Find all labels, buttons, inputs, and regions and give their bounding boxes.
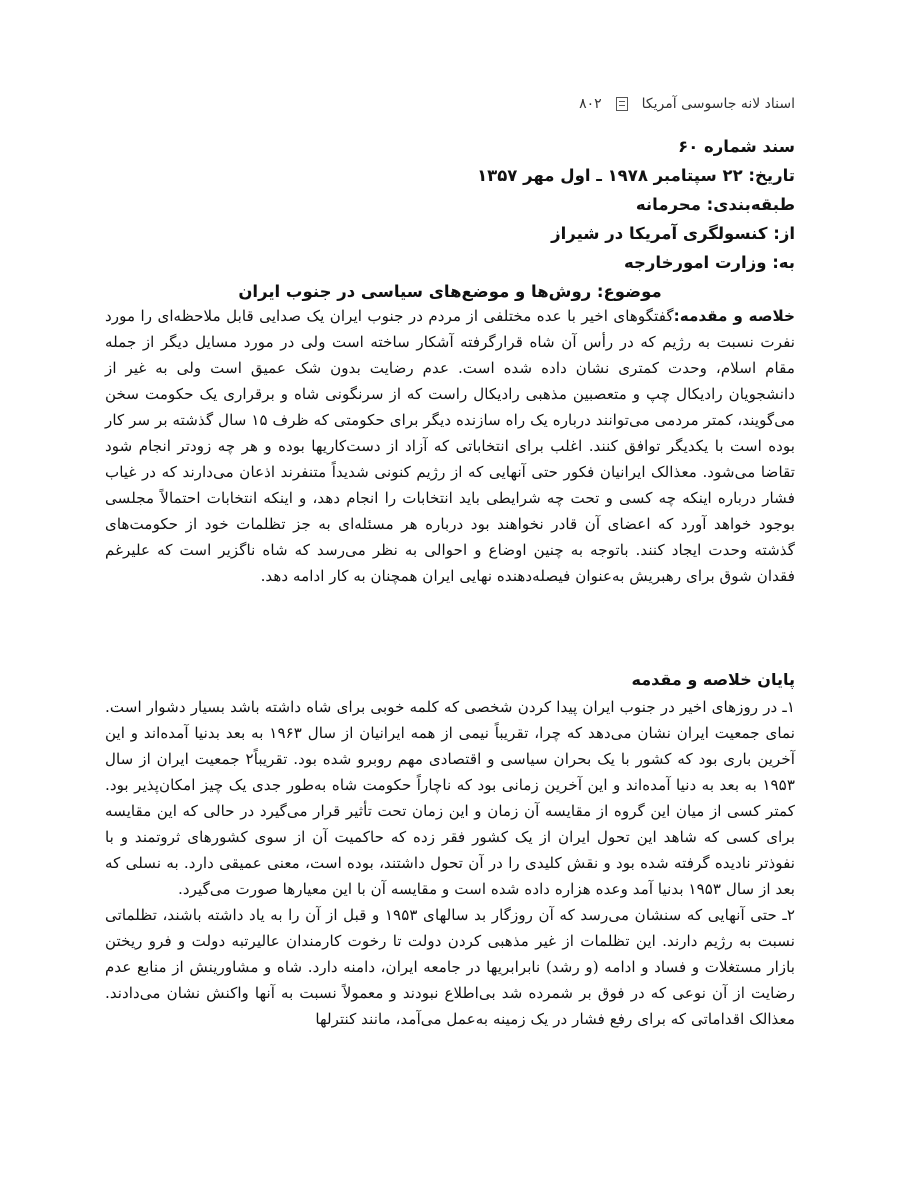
summary-lead: خلاصه و مقدمه:: [673, 307, 795, 325]
section-title: پایان خلاصه و مقدمه: [631, 670, 795, 689]
doc-from: از: کنسولگری آمریکا در شیراز: [551, 224, 795, 243]
page-number: ۸۰۲: [579, 96, 602, 112]
summary-text: گفتگوهای اخیر با عده مختلفی از مردم در جنوب ایران یک صدایی قابل ملاحظه‌ای را مورد نفرت نسبت به رژیم که در رأس آن شاه قرارگرفته آشکار ساخته است ولی در مورد مسایل دیگر از جمله مقام اسلام، وحدت کمتری نشان داده شده است. عدم رضایت بدون شک عمیق است ولی به غیر از دانشجویان رادیکال چپ و متعصبین مذهبی رادیکال راست که از سرنگونی شاه و برقراری یک حکومت سخن می‌گویند، کمتر مردمی می‌توانند درباره یک راه سازنده دیگر برای حکومتی که ظرف ۱۵ سال گذشته بر سر کار بوده است با یکدیگر توافق کنند. اغلب برای انتخاباتی که آزاد از دست‌کاریها بوده و هر چه زودتر انجام شود تقاضا می‌شود. معذالک ایرانیان فکور حتی آنهایی که از رژیم کنونی شدیداً متنفرند اذعان می‌دارند که در غیاب فشار درباره اینکه چه کسی و تحت چه شرایطی باید انتخابات را انجام دهد، و اینکه انتخابات احتمالاً مجلسی بوجود خواهد آورد که اعضای آن قادر نخواهند بود درباره هر مسئله‌ای به جز تظلمات خود از حکومت‌های گذشته وحدت ایجاد کنند. باتوجه به چنین اوضاع و احوالی به نظر می‌رسد که شاه ناگزیر است که علیرغم فقدان شوق برای رهبریش به‌عنوان فیصله‌دهنده نهایی ایران همچنان به کار ادامه دهد.: [105, 307, 795, 585]
book-title: اسناد لانه جاسوسی آمریکا: [641, 96, 795, 112]
document-page: [105, 0, 795, 1200]
document-metadata: [105, 132, 795, 306]
body-paragraph: ۱ـ در روزهای اخیر در جنوب ایران پیدا کردن شخصی که کلمه خوبی برای شاه داشته باشد بسیار دشوار است. نمای جمعیت ایران نشان می‌دهد که چرا، تقریباً نیمی از همه ایرانیان از سال ۱۹۶۳ به بعد بدنیا آمده‌اند و این آخرین باری بود که کشور با یک بحران سیاسی و اقتصادی مهم روبرو شده بود. تقریباً۲ جمعیت ایران از سال ۱۹۵۳ به بعد به دنیا آمده‌اند و این آخرین زمانی بود که ناچاراً حکومت شاه به‌طور جدی یک چیز امکان‌پذیر بود. کمتر کسی از میان این گروه از مقایسه آن زمان و این زمان تحت تأثیر قرار می‌گیرد در حالی که این مقایسه برای کسی که شاهد این تحول ایران از یک کشور فقر زده که حاکمیت آن از سوی کشورهای ثروتمند و با نفوذتر نادیده گرفته شده بود و نقش کلیدی را در آن تحول داشتند، بوده است، معنی عمیقی دارد. به نسلی که بعد از سال ۱۹۵۳ بدنیا آمد وعده هزاره داده شده است و مقایسه آن با این معیارها صورت می‌گیرد.: [105, 698, 795, 898]
document-icon: [616, 97, 628, 111]
doc-classification: طبقه‌بندی: محرمانه: [635, 195, 795, 214]
running-head: [579, 96, 795, 112]
doc-number: سند شماره ۶۰: [678, 137, 795, 156]
summary-paragraph: [105, 303, 795, 589]
doc-date: تاریخ: ۲۲ سپتامبر ۱۹۷۸ ـ اول مهر ۱۳۵۷: [477, 166, 795, 185]
body-block: [105, 694, 795, 1032]
body-paragraph: ۲ـ حتی آنهایی که سنشان می‌رسد که آن روزگار بد سالهای ۱۹۵۳ و قبل از آن را به یاد داشته باشند، تظلماتی نسبت به رژیم دارند. این تظلمات از غیر مذهبی کردن دولت تا رخوت کارمندان عالیرتبه دولت و فرو ریختن بازار مستغلات و فساد و ادامه (و رشد) نابرابریها در جامعه ایران، دامنه دارد. شاه و مشاورینش از منابع عدم رضایت از آن نوعی که در فوق بر شمرده شد بی‌اطلاع نبودند و معمولاً نسبت به آنها واکنش نشان می‌دادند. معذالک اقداماتی که برای رفع فشار در یک زمینه به‌عمل می‌آمد، مانند کنترلها: [105, 906, 795, 1028]
summary-block: [105, 303, 795, 589]
doc-to: به: وزارت امورخارجه: [624, 253, 795, 272]
doc-subject: موضوع: روش‌ها و موضع‌های سیاسی در جنوب ایران: [238, 282, 662, 301]
